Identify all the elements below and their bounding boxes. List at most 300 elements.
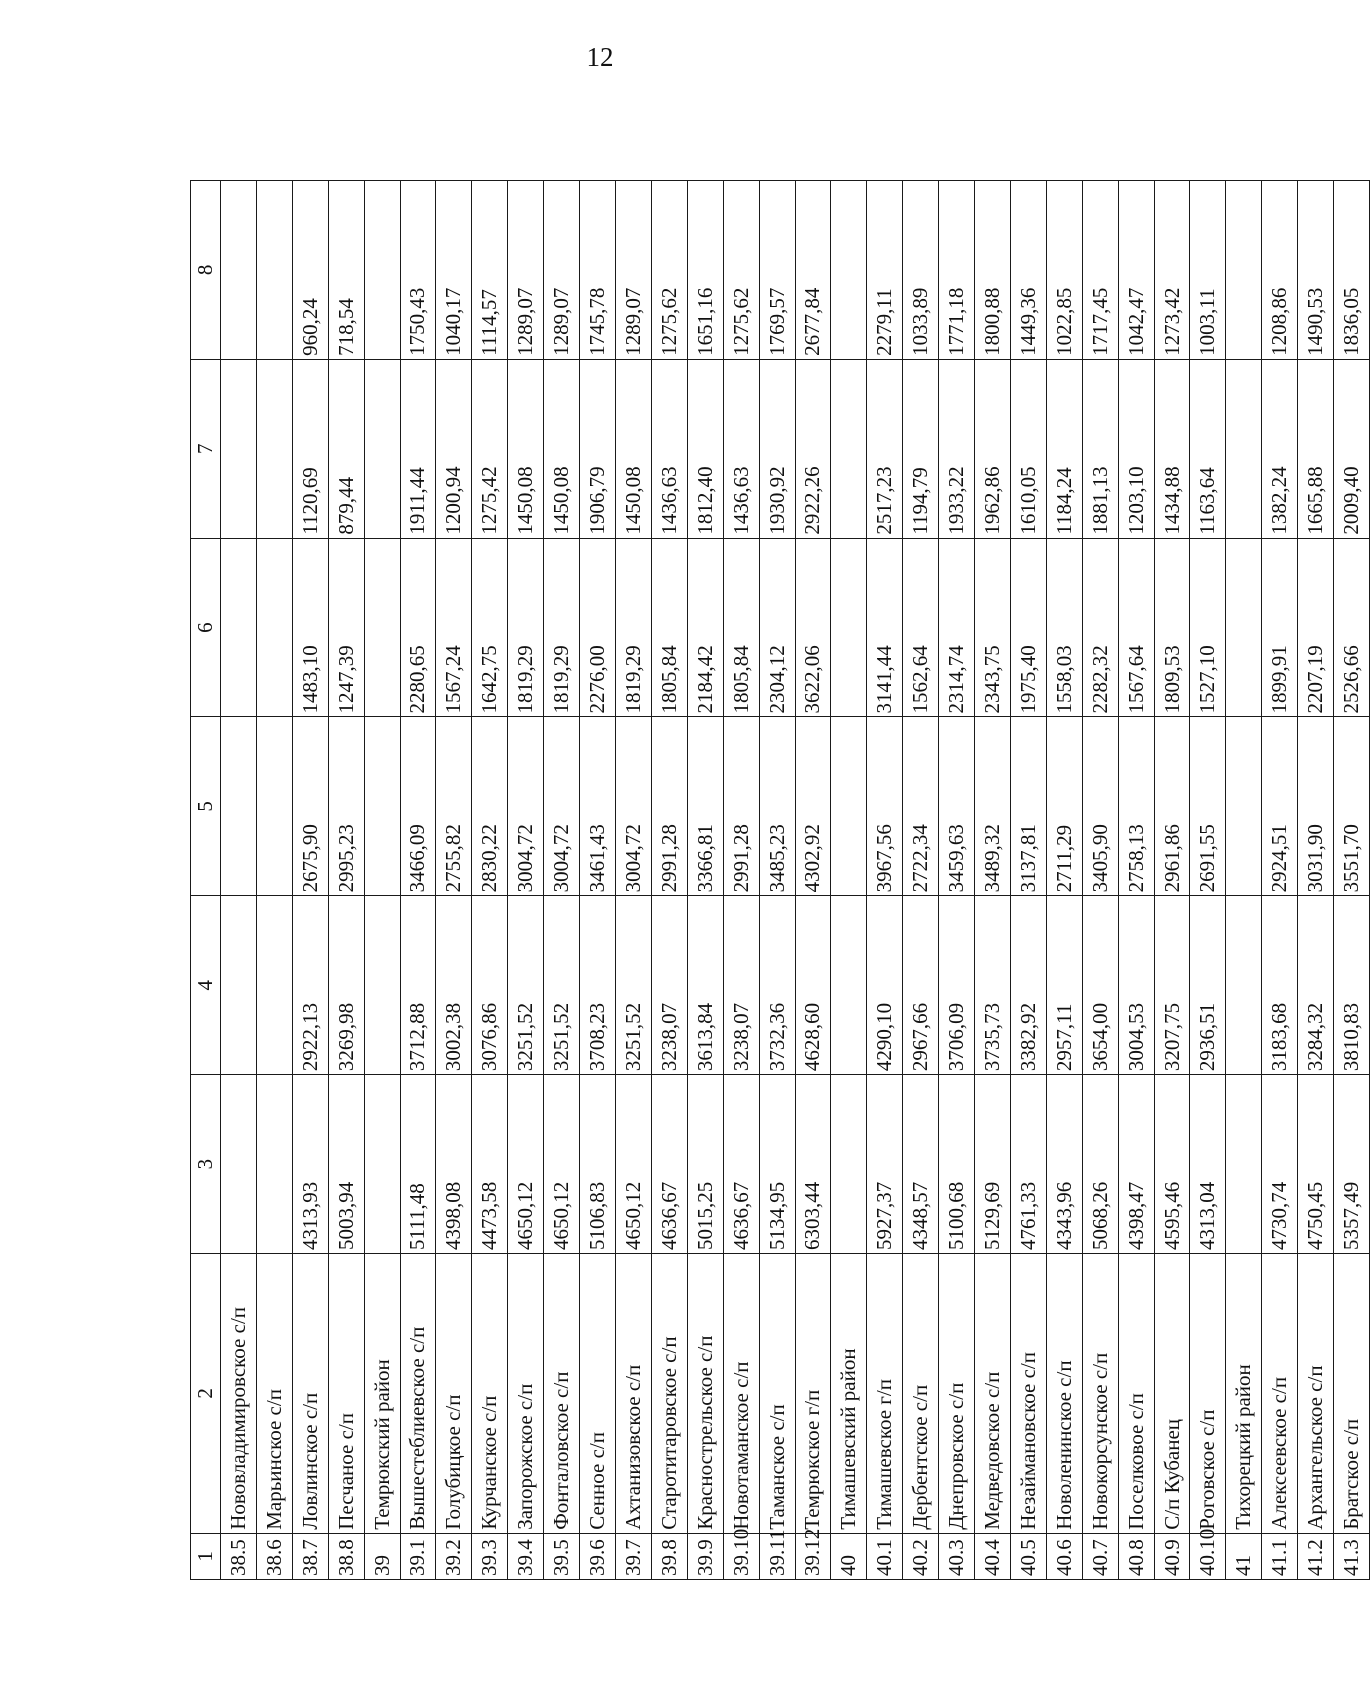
value-cell-col6: 3141,44 [867,538,903,717]
value-cell-col4: 3251,52 [508,896,544,1075]
table-row [1118,181,1154,1580]
value-cell-col7: 1434,88 [1154,359,1190,538]
value-cell-col3: 4473,58 [472,1075,508,1254]
value-cell-col8: 1449,36 [1010,181,1046,360]
settlement-name-cell: Таманское с/п [759,1253,795,1533]
table-row [903,181,939,1580]
value-cell-col5: 4302,92 [795,717,831,896]
value-cell-col4 [831,896,867,1075]
value-cell-col7: 1163,64 [1190,359,1226,538]
settlement-name-cell: Вышестеблиевское с/п [400,1253,436,1533]
value-cell-col7: 1610,05 [1010,359,1046,538]
table-row [580,181,616,1580]
value-cell-col3: 4750,45 [1298,1075,1334,1254]
value-cell-col3: 5357,49 [1334,1075,1370,1254]
value-cell-col8: 1275,62 [723,181,759,360]
row-number-cell: 39.4 [508,1533,544,1579]
value-cell-col5: 3551,70 [1334,717,1370,896]
value-cell-col8: 1114,57 [472,181,508,360]
table-row [1082,181,1118,1580]
value-cell-col6: 1567,64 [1118,538,1154,717]
value-cell-col4: 3269,98 [328,896,364,1075]
value-cell-col4: 3810,83 [1334,896,1370,1075]
value-cell-col6: 3622,06 [795,538,831,717]
settlement-name-cell: Тихорецкий район [1226,1253,1262,1533]
value-cell-col6: 1899,91 [1262,538,1298,717]
column-header: 5 [191,717,221,896]
row-number-cell: 39.12 [795,1533,831,1579]
value-cell-col8: 1717,45 [1082,181,1118,360]
table-row [508,181,544,1580]
value-cell-col6: 2304,12 [759,538,795,717]
table-row [1046,181,1082,1580]
value-cell-col3: 5927,37 [867,1075,903,1254]
value-cell-col4: 3735,73 [975,896,1011,1075]
value-cell-col4: 3076,86 [472,896,508,1075]
value-cell-col8: 1208,86 [1262,181,1298,360]
value-cell-col5 [221,717,257,896]
value-cell-col8: 1771,18 [939,181,975,360]
table-row [400,181,436,1580]
value-cell-col4 [364,896,400,1075]
value-cell-col5: 3461,43 [580,717,616,896]
row-number-cell: 41 [1226,1533,1262,1579]
value-cell-col3: 5003,94 [328,1075,364,1254]
settlement-name-cell: Ахтанизовское с/п [615,1253,651,1533]
value-cell-col7: 1881,13 [1082,359,1118,538]
value-cell-col5: 3489,32 [975,717,1011,896]
row-number-cell: 39.9 [687,1533,723,1579]
row-number-cell: 41.1 [1262,1533,1298,1579]
value-cell-col8: 1800,88 [975,181,1011,360]
value-cell-col7: 879,44 [328,359,364,538]
value-cell-col3: 4761,33 [1010,1075,1046,1254]
value-cell-col8: 1033,89 [903,181,939,360]
value-cell-col4 [1226,896,1262,1075]
settlement-name-cell: Краснострельское с/п [687,1253,723,1533]
column-header: 2 [191,1253,221,1533]
settlement-name-cell: Тимашевский район [831,1253,867,1533]
value-cell-col7 [364,359,400,538]
value-cell-col4: 3207,75 [1154,896,1190,1075]
value-cell-col7: 1275,42 [472,359,508,538]
column-header: 7 [191,359,221,538]
value-cell-col5: 2755,82 [436,717,472,896]
table-row [1010,181,1046,1580]
value-cell-col4: 3251,52 [615,896,651,1075]
row-number-cell: 39.6 [580,1533,616,1579]
value-cell-col6: 2184,42 [687,538,723,717]
settlement-name-cell: Поселковое с/п [1118,1253,1154,1533]
value-cell-col6: 1527,10 [1190,538,1226,717]
value-cell-col5: 2924,51 [1262,717,1298,896]
header-row [191,181,221,1580]
value-cell-col5: 2691,55 [1190,717,1226,896]
value-cell-col3: 4730,74 [1262,1075,1298,1254]
value-cell-col5: 2830,22 [472,717,508,896]
value-cell-col6 [256,538,292,717]
value-cell-col4: 2957,11 [1046,896,1082,1075]
table-row [221,181,257,1580]
value-cell-col3: 4636,67 [723,1075,759,1254]
value-cell-col5: 3366,81 [687,717,723,896]
value-cell-col7: 1930,92 [759,359,795,538]
value-cell-col6: 1247,39 [328,538,364,717]
value-cell-col5: 2711,29 [1046,717,1082,896]
value-cell-col8: 1289,07 [508,181,544,360]
row-number-cell: 40.7 [1082,1533,1118,1579]
value-cell-col8: 1836,05 [1334,181,1370,360]
value-cell-col7 [831,359,867,538]
value-cell-col5 [831,717,867,896]
value-cell-col8 [221,181,257,360]
value-cell-col3: 5100,68 [939,1075,975,1254]
value-cell-col4 [256,896,292,1075]
value-cell-col3: 4650,12 [544,1075,580,1254]
settlement-name-cell: Сенное с/п [580,1253,616,1533]
value-cell-col8: 1651,16 [687,181,723,360]
value-cell-col4: 4290,10 [867,896,903,1075]
value-cell-col8: 1022,85 [1046,181,1082,360]
value-cell-col4: 3706,09 [939,896,975,1075]
row-number-cell: 40.6 [1046,1533,1082,1579]
column-header: 6 [191,538,221,717]
table-row [687,181,723,1580]
value-cell-col8 [831,181,867,360]
table-row [1154,181,1190,1580]
value-cell-col6 [221,538,257,717]
value-cell-col7: 2009,40 [1334,359,1370,538]
value-cell-col3 [221,1075,257,1254]
value-cell-col7: 2922,26 [795,359,831,538]
value-cell-col5: 3459,63 [939,717,975,896]
table-row [436,181,472,1580]
value-cell-col6: 1562,64 [903,538,939,717]
value-cell-col8: 1289,07 [615,181,651,360]
value-cell-col5: 3405,90 [1082,717,1118,896]
value-cell-col5: 3004,72 [544,717,580,896]
value-cell-col3: 6303,44 [795,1075,831,1254]
row-number-cell: 38.5 [221,1533,257,1579]
settlement-name-cell: Роговское с/п [1190,1253,1226,1533]
value-cell-col3: 5111,48 [400,1075,436,1254]
column-header: 1 [191,1533,221,1579]
value-cell-col6: 1805,84 [723,538,759,717]
value-cell-col5: 3004,72 [508,717,544,896]
value-cell-col4: 3613,84 [687,896,723,1075]
row-number-cell: 40.8 [1118,1533,1154,1579]
value-cell-col5: 3466,09 [400,717,436,896]
value-cell-col3: 4650,12 [508,1075,544,1254]
value-cell-col3: 4650,12 [615,1075,651,1254]
value-cell-col6 [364,538,400,717]
value-cell-col8: 1490,53 [1298,181,1334,360]
row-number-cell: 40.1 [867,1533,903,1579]
value-cell-col5: 2991,28 [651,717,687,896]
value-cell-col7: 1450,08 [508,359,544,538]
value-cell-col7: 1962,86 [975,359,1011,538]
value-cell-col5: 2675,90 [292,717,328,896]
settlement-name-cell: Братское с/п [1334,1253,1370,1533]
value-cell-col3: 5129,69 [975,1075,1011,1254]
settlement-name-cell: Незаймановское с/п [1010,1253,1046,1533]
value-cell-col6 [1226,538,1262,717]
settlement-name-cell: Запорожское с/п [508,1253,544,1533]
table-row [364,181,400,1580]
settlement-name-cell: Дербентское с/п [903,1253,939,1533]
row-number-cell: 38.6 [256,1533,292,1579]
settlement-name-cell: Днепровское с/п [939,1253,975,1533]
value-cell-col7: 1200,94 [436,359,472,538]
column-header: 8 [191,181,221,360]
settlement-name-cell: Алексеевское с/п [1262,1253,1298,1533]
value-cell-col8: 718,54 [328,181,364,360]
value-cell-col6: 2526,66 [1334,538,1370,717]
value-cell-col8: 1273,42 [1154,181,1190,360]
value-cell-col6: 2282,32 [1082,538,1118,717]
value-cell-col8: 1275,62 [651,181,687,360]
settlement-name-cell: Марьинское с/п [256,1253,292,1533]
value-cell-col8: 1769,57 [759,181,795,360]
value-cell-col7: 1203,10 [1118,359,1154,538]
value-cell-col7: 1120,69 [292,359,328,538]
value-cell-col6: 1567,24 [436,538,472,717]
value-cell-col8: 2279,11 [867,181,903,360]
value-cell-col4: 3654,00 [1082,896,1118,1075]
row-number-cell: 39.1 [400,1533,436,1579]
column-header: 4 [191,896,221,1075]
column-header: 3 [191,1075,221,1254]
value-cell-col6: 1819,29 [508,538,544,717]
table-row [723,181,759,1580]
value-cell-col3: 4343,96 [1046,1075,1082,1254]
value-cell-col7: 1436,63 [723,359,759,538]
table-row [651,181,687,1580]
row-number-cell: 39.8 [651,1533,687,1579]
value-cell-col7: 2517,23 [867,359,903,538]
value-cell-col3: 5106,83 [580,1075,616,1254]
row-number-cell: 39.2 [436,1533,472,1579]
value-cell-col7: 1665,88 [1298,359,1334,538]
settlement-name-cell: Новотаманское с/п [723,1253,759,1533]
value-cell-col4: 3238,07 [723,896,759,1075]
value-cell-col6: 1642,75 [472,538,508,717]
value-cell-col4: 2936,51 [1190,896,1226,1075]
row-number-cell: 40.2 [903,1533,939,1579]
table-body [221,181,1370,1580]
value-cell-col3: 4348,57 [903,1075,939,1254]
value-cell-col4: 2967,66 [903,896,939,1075]
value-cell-col7 [1226,359,1262,538]
value-cell-col3: 5134,95 [759,1075,795,1254]
value-cell-col7: 1933,22 [939,359,975,538]
value-cell-col7 [256,359,292,538]
value-cell-col6: 1819,29 [615,538,651,717]
value-cell-col3: 5068,26 [1082,1075,1118,1254]
value-cell-col3: 4636,67 [651,1075,687,1254]
row-number-cell: 39.5 [544,1533,580,1579]
value-cell-col5: 3967,56 [867,717,903,896]
value-cell-col3: 4398,08 [436,1075,472,1254]
value-cell-col8: 2677,84 [795,181,831,360]
value-cell-col8: 1750,43 [400,181,436,360]
row-number-cell: 39 [364,1533,400,1579]
value-cell-col5 [364,717,400,896]
settlement-name-cell: Ловлинское с/п [292,1253,328,1533]
page-number: 12 [586,42,614,72]
value-cell-col5 [256,717,292,896]
value-cell-col5: 3485,23 [759,717,795,896]
value-cell-col5: 3031,90 [1298,717,1334,896]
value-cell-col4: 3002,38 [436,896,472,1075]
settlement-name-cell: Старотитаровское с/п [651,1253,687,1533]
value-cell-col3: 4595,46 [1154,1075,1190,1254]
table-row [472,181,508,1580]
value-cell-col5: 2991,28 [723,717,759,896]
value-cell-col8: 1042,47 [1118,181,1154,360]
value-cell-col3 [1226,1075,1262,1254]
row-number-cell: 39.3 [472,1533,508,1579]
table-row [831,181,867,1580]
value-cell-col5: 2995,23 [328,717,364,896]
value-cell-col8 [256,181,292,360]
settlement-name-cell: Темрюкский район [364,1253,400,1533]
table-row [1262,181,1298,1580]
value-cell-col8: 1040,17 [436,181,472,360]
table-row [975,181,1011,1580]
value-cell-col8: 960,24 [292,181,328,360]
value-cell-col3: 5015,25 [687,1075,723,1254]
value-cell-col4: 4628,60 [795,896,831,1075]
value-cell-col6: 1558,03 [1046,538,1082,717]
table-row [615,181,651,1580]
value-cell-col6: 1975,40 [1010,538,1046,717]
value-cell-col3: 4398,47 [1118,1075,1154,1254]
settlement-name-cell: Медведовское с/п [975,1253,1011,1533]
value-cell-col6: 1819,29 [544,538,580,717]
value-cell-col6: 1809,53 [1154,538,1190,717]
value-cell-col7: 1450,08 [544,359,580,538]
row-number-cell: 38.7 [292,1533,328,1579]
row-number-cell: 40.5 [1010,1533,1046,1579]
value-cell-col6 [831,538,867,717]
value-cell-col7: 1436,63 [651,359,687,538]
table-row [292,181,328,1580]
value-cell-col5 [1226,717,1262,896]
value-cell-col8: 1289,07 [544,181,580,360]
value-cell-col5: 2961,86 [1154,717,1190,896]
value-cell-col6: 1805,84 [651,538,687,717]
value-cell-col5: 3004,72 [615,717,651,896]
value-cell-col4: 2922,13 [292,896,328,1075]
table-row [328,181,364,1580]
value-cell-col8: 1003,11 [1190,181,1226,360]
value-cell-col3: 4313,04 [1190,1075,1226,1254]
row-number-cell: 39.10 [723,1533,759,1579]
value-cell-col6: 2343,75 [975,538,1011,717]
value-cell-col4: 3712,88 [400,896,436,1075]
value-cell-col6: 2207,19 [1298,538,1334,717]
settlement-name-cell: Новоленинское с/п [1046,1253,1082,1533]
value-cell-col3 [364,1075,400,1254]
row-number-cell: 41.3 [1334,1533,1370,1579]
table-row [1334,181,1370,1580]
value-cell-col7: 1812,40 [687,359,723,538]
value-cell-col5: 2722,34 [903,717,939,896]
settlement-name-cell: Курчанское с/п [472,1253,508,1533]
value-cell-col4: 3732,36 [759,896,795,1075]
settlement-name-cell: Тимашевское г/п [867,1253,903,1533]
row-number-cell: 39.7 [615,1533,651,1579]
value-cell-col4: 3251,52 [544,896,580,1075]
value-cell-col3: 4313,93 [292,1075,328,1254]
value-cell-col6: 2276,00 [580,538,616,717]
value-cell-col8: 1745,78 [580,181,616,360]
table-row [1190,181,1226,1580]
row-number-cell: 38.8 [328,1533,364,1579]
value-cell-col4: 3004,53 [1118,896,1154,1075]
value-cell-col7: 1450,08 [615,359,651,538]
table-row [867,181,903,1580]
value-cell-col4: 3183,68 [1262,896,1298,1075]
row-number-cell: 40.3 [939,1533,975,1579]
settlement-name-cell: Фонталовское с/п [544,1253,580,1533]
value-cell-col8 [1226,181,1262,360]
row-number-cell: 40.10 [1190,1533,1226,1579]
value-cell-col3 [256,1075,292,1254]
value-cell-col5: 3137,81 [1010,717,1046,896]
table-row [1226,181,1262,1580]
table-row [256,181,292,1580]
row-number-cell: 40 [831,1533,867,1579]
value-cell-col4: 3238,07 [651,896,687,1075]
settlement-name-cell: Голубицкое с/п [436,1253,472,1533]
value-cell-col6: 2314,74 [939,538,975,717]
value-cell-col3 [831,1075,867,1254]
value-cell-col7: 1194,79 [903,359,939,538]
value-cell-col7: 1906,79 [580,359,616,538]
value-cell-col7: 1382,24 [1262,359,1298,538]
value-cell-col4: 3708,23 [580,896,616,1075]
table-row [1298,181,1334,1580]
settlement-name-cell: Песчаное с/п [328,1253,364,1533]
value-cell-col6: 2280,65 [400,538,436,717]
table-row [759,181,795,1580]
row-number-cell: 41.2 [1298,1533,1334,1579]
value-cell-col5: 2758,13 [1118,717,1154,896]
value-cell-col4: 3382,92 [1010,896,1046,1075]
value-cell-col4: 3284,32 [1298,896,1334,1075]
row-number-cell: 40.4 [975,1533,1011,1579]
value-cell-col7: 1911,44 [400,359,436,538]
settlement-name-cell: Новокорсунское с/п [1082,1253,1118,1533]
value-cell-col7 [221,359,257,538]
rotated-table-container [190,180,1370,1580]
row-number-cell: 40.9 [1154,1533,1190,1579]
value-cell-col7: 1184,24 [1046,359,1082,538]
value-cell-col4 [221,896,257,1075]
row-number-cell: 39.11 [759,1533,795,1579]
settlement-name-cell: Нововладимировское с/п [221,1253,257,1533]
table-row [795,181,831,1580]
table-row [544,181,580,1580]
table-row [939,181,975,1580]
settlement-name-cell: Архангельское с/п [1298,1253,1334,1533]
settlement-name-cell: С/п Кубанец [1154,1253,1190,1533]
value-cell-col6: 1483,10 [292,538,328,717]
settlement-name-cell: Темрюкское г/п [795,1253,831,1533]
tariff-table [190,180,1370,1580]
